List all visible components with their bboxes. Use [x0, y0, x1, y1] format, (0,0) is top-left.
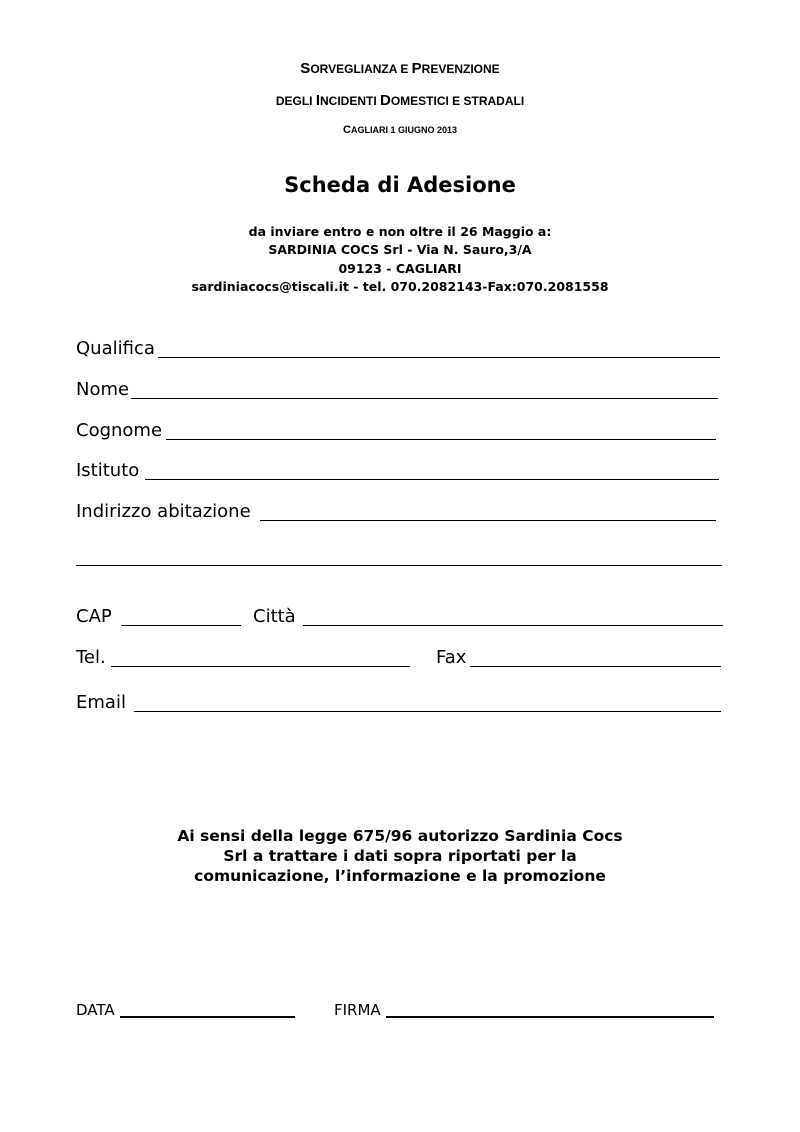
- consent-line-3: comunicazione, l’informazione e la promozione: [194, 867, 606, 885]
- input-line-cognome[interactable]: [166, 439, 716, 440]
- input-line-tel[interactable]: [111, 666, 410, 667]
- input-line-istituto[interactable]: [145, 479, 719, 480]
- event-title-line-1: SORVEGLIANZA E PREVENZIONE: [300, 60, 500, 77]
- label-firma: FIRMA: [334, 1001, 381, 1019]
- field-cognome[interactable]: [76, 416, 716, 440]
- field-firma[interactable]: [334, 1000, 714, 1018]
- input-line-nome[interactable]: [131, 398, 718, 399]
- event-place-date: CAGLIARI 1 GIUGNO 2013: [343, 124, 457, 136]
- field-istituto[interactable]: [76, 456, 719, 480]
- consent-line-1: Ai sensi della legge 675/96 autorizzo Sardinia Cocs: [177, 827, 623, 845]
- input-line-qualifica[interactable]: [158, 357, 720, 358]
- instructions-address: SARDINIA COCS Srl - Via N. Sauro,3/A: [268, 242, 532, 257]
- label-data: DATA: [76, 1001, 115, 1019]
- label-cap: CAP: [76, 606, 112, 627]
- event-title-line-2: DEGLI INCIDENTI DOMESTICI E STRADALI: [275, 92, 525, 109]
- label-nome: Nome: [76, 379, 130, 400]
- label-email: Email: [76, 692, 126, 713]
- input-line-data[interactable]: [120, 1016, 295, 1018]
- instructions-line-1: da inviare entro e non oltre il 26 Maggio a:: [248, 224, 552, 239]
- field-fax[interactable]: [436, 643, 721, 667]
- instructions-contacts: sardiniacocs@tiscali.it - tel. 070.2082143-Fax:070.2081558: [191, 279, 609, 294]
- field-email[interactable]: [76, 688, 721, 712]
- label-cognome: Cognome: [76, 420, 163, 441]
- input-line-firma[interactable]: [386, 1016, 714, 1018]
- consent-line-2: Srl a trattare i dati sopra riportati per la: [223, 847, 577, 865]
- input-line-email[interactable]: [134, 711, 721, 712]
- instructions-city: 09123 - CAGLIARI: [338, 261, 462, 276]
- field-citta[interactable]: [253, 602, 723, 626]
- input-line-fax[interactable]: [470, 666, 721, 667]
- field-qualifica[interactable]: [76, 334, 720, 358]
- input-line-cap[interactable]: [121, 625, 241, 626]
- label-citta: Città: [253, 606, 296, 627]
- field-tel[interactable]: [76, 643, 410, 667]
- field-nome[interactable]: [76, 375, 718, 399]
- input-line-indirizzo[interactable]: [260, 520, 716, 521]
- field-indirizzo-cont[interactable]: [76, 542, 722, 566]
- label-istituto: Istituto: [76, 460, 140, 481]
- input-line-citta[interactable]: [303, 625, 723, 626]
- label-fax: Fax: [436, 647, 467, 668]
- field-indirizzo[interactable]: [76, 497, 716, 521]
- page-title: Scheda di Adesione: [284, 173, 516, 197]
- field-cap[interactable]: [76, 602, 241, 626]
- label-indirizzo: Indirizzo abitazione: [76, 501, 251, 522]
- field-data[interactable]: [76, 1000, 295, 1018]
- input-line-indirizzo-2[interactable]: [76, 565, 722, 566]
- label-tel: Tel.: [76, 647, 106, 668]
- label-qualifica: Qualifica: [76, 338, 155, 359]
